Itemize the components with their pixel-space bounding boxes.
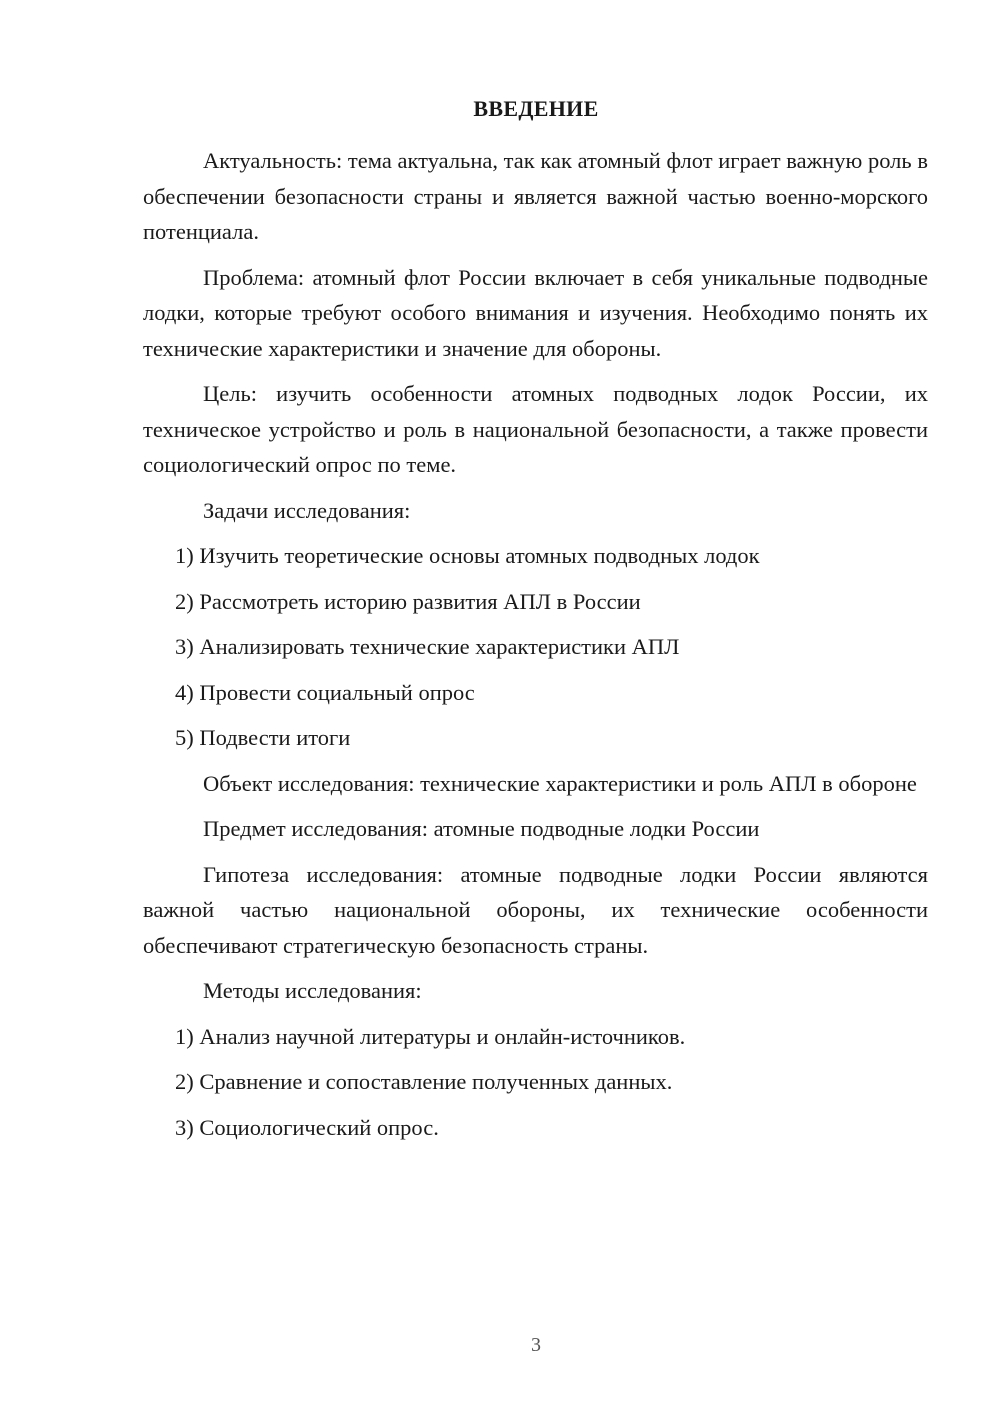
method-item-1: 1) Анализ научной литературы и онлайн-источников. [175, 1023, 686, 1049]
task-item-5: 5) Подвести итоги [175, 725, 351, 750]
paragraph-object: Объект исследования: технические характеристики и роль АПЛ в обороне [203, 770, 917, 796]
paragraph-problem: Проблема: атомный флот России включает в себя уникальные подводные лодки, которые требуют особого внимания и изучения. Необходимо понять их технические характеристики и значение для обороны. [143, 264, 928, 361]
methods-title: Методы исследования: [203, 978, 422, 1003]
task-item-1: 1) Изучить теоретические основы атомных подводных лодок [175, 543, 760, 568]
task-item-3: 3) Анализировать технические характеристики АПЛ [175, 634, 680, 659]
tasks-title: Задачи исследования: [203, 497, 411, 523]
task-item-2: 2) Рассмотреть историю развития АПЛ в России [175, 588, 641, 614]
paragraph-hypothesis: Гипотеза исследования: атомные подводные лодки России являются важной частью национальной обороны, их технические особенности обеспечивают стратегическую безопасность страны. [143, 861, 928, 958]
paragraph-subject: Предмет исследования: атомные подводные лодки России [203, 816, 760, 841]
task-item-4: 4) Провести социальный опрос [175, 679, 475, 705]
document-body [143, 143, 928, 1145]
section-heading: ВВЕДЕНИЕ [473, 96, 599, 121]
page-number: 3 [531, 1334, 541, 1356]
method-item-2: 2) Сравнение и сопоставление полученных данных. [175, 1069, 673, 1094]
paragraph-relevance: Актуальность: тема актуальна, так как атомный флот играет важную роль в обеспечении безопасности страны и является важной частью военно-морского потенциала. [143, 148, 928, 244]
method-item-3: 3) Социологический опрос. [175, 1114, 439, 1140]
paragraph-goal: Цель: изучить особенности атомных подводных лодок России, их техническое устройство и роль в национальной безопасности, а также провести социологический опрос по теме. [143, 381, 928, 477]
